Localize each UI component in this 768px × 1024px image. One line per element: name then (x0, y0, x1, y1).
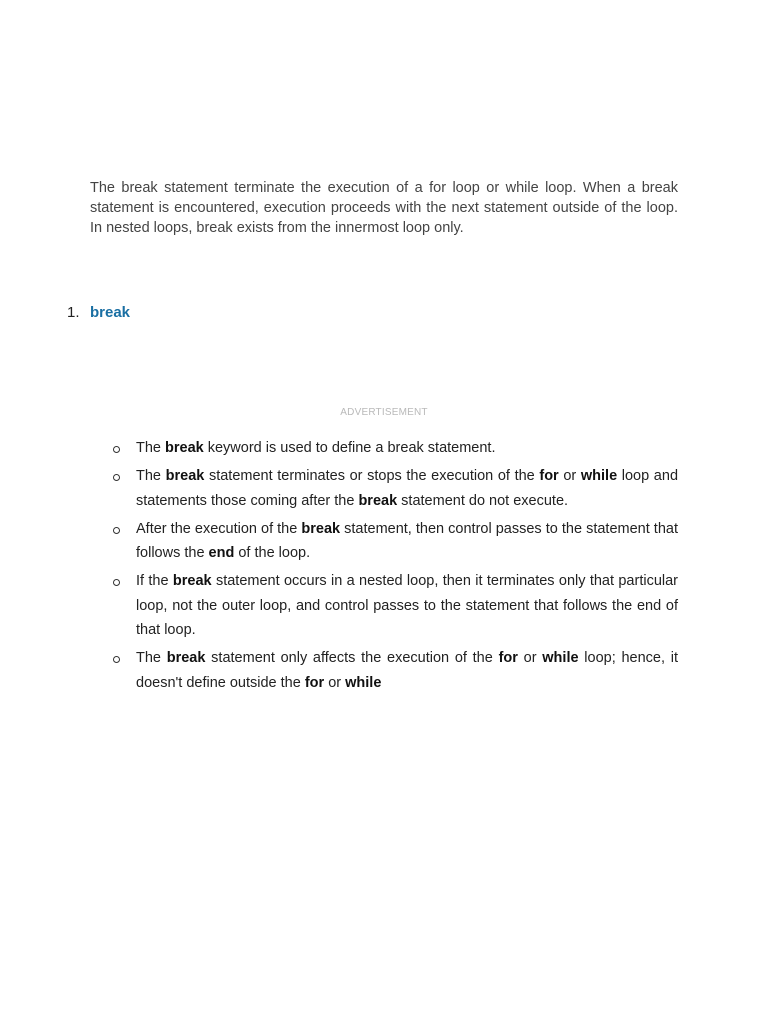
keyword: break (358, 492, 398, 509)
list-item (108, 464, 678, 513)
text: statement, then control passes to the statement that follows the (136, 520, 678, 561)
text: loop; hence, it doesn't define outside the (136, 650, 678, 691)
keyword: break (165, 468, 205, 484)
keyword: end (208, 545, 235, 561)
text: or (558, 468, 581, 484)
list-number: 1. (67, 304, 80, 321)
keyword: for (539, 468, 559, 484)
keyword: for (498, 650, 518, 666)
list-item (108, 569, 678, 643)
text: statement do not execute. (397, 492, 569, 509)
list-item (108, 436, 678, 461)
text: The (136, 650, 167, 666)
keyword: break (301, 520, 341, 537)
hollow-circle-bullet-icon (113, 579, 120, 586)
text: or (324, 674, 346, 691)
text: statement occurs in a nested loop, then it terminates only that particular loop, not the outer loop, and control passes to the statement that follows the end of that loop. (136, 573, 678, 638)
hollow-circle-bullet-icon (113, 527, 120, 534)
text: statement terminates or stops the execution of the (204, 468, 540, 484)
keyword: break (166, 650, 206, 666)
hollow-circle-bullet-icon (113, 446, 120, 453)
keyword: break (172, 573, 212, 589)
intro-paragraph: The break statement terminate the execution of a for loop or while loop. When a break statement is encountered, execution proceeds with the next statement outside of the loop. In nested loops, break exists from the innermost loop only. (90, 180, 678, 236)
text: After the execution of the (136, 520, 302, 537)
list-item (108, 517, 678, 566)
keyword: while (542, 650, 579, 666)
hollow-circle-bullet-icon (113, 474, 120, 481)
advertisement-label: ADVERTISEMENT (340, 407, 428, 418)
heading-term: break (90, 304, 131, 321)
list-item (108, 646, 678, 695)
text: keyword is used to define a break statement. (203, 440, 496, 456)
text: of the loop. (234, 545, 311, 561)
keyword: while (345, 674, 382, 691)
text: If the (136, 573, 173, 589)
bullet-list (108, 436, 678, 699)
hollow-circle-bullet-icon (113, 656, 120, 663)
keyword: break (165, 440, 204, 456)
numbered-heading (67, 303, 130, 323)
text: The (136, 468, 166, 484)
text: or (517, 650, 543, 666)
keyword: for (304, 674, 325, 691)
text: loop and statements those coming after the (136, 468, 679, 509)
text: The (136, 440, 166, 456)
text: statement only affects the execution of the (205, 650, 499, 666)
keyword: while (580, 468, 618, 484)
